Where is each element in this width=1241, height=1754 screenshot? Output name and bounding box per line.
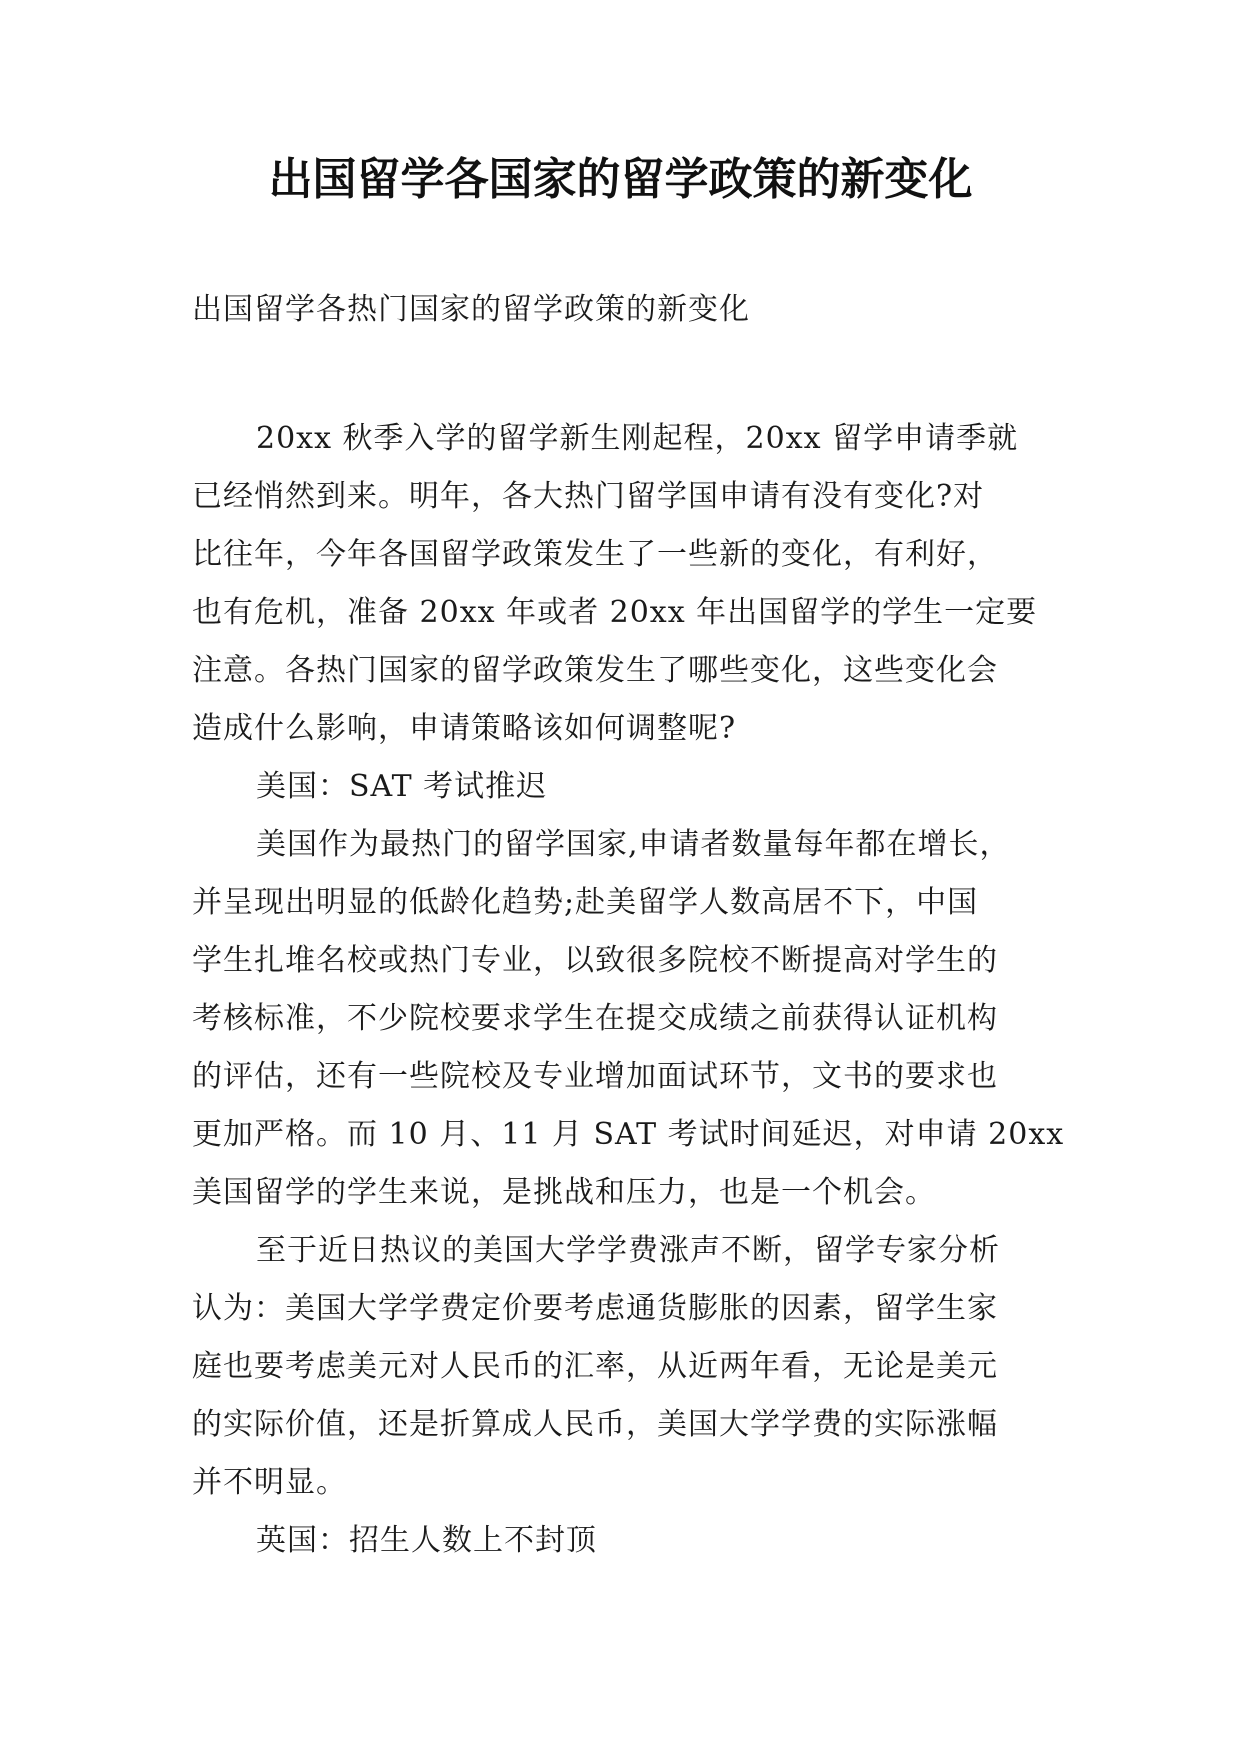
document-body — [192, 410, 1065, 1570]
paragraph-line: 造成什么影响，申请策略该如何调整呢? — [192, 711, 737, 746]
paragraph-line: 认为：美国大学学费定价要考虑通货膨胀的因素，留学生家 — [192, 1291, 998, 1326]
document-title: 出国留学各国家的留学政策的新变化 — [268, 154, 973, 205]
paragraph-line: 比往年，今年各国留学政策发生了一些新的变化，有利好， — [192, 537, 998, 572]
paragraph-line: 的评估，还有一些院校及专业增加面试环节，文书的要求也 — [192, 1059, 998, 1094]
paragraph-line: 美国作为最热门的留学国家,申请者数量每年都在增长， — [256, 827, 1011, 862]
paragraph-line: 并不明显。 — [192, 1465, 347, 1500]
paragraph-line: 更加严格。而 10 月、11 月 SAT 考试时间延迟，对申请 20xx — [192, 1117, 1065, 1152]
paragraph — [192, 410, 1054, 758]
paragraph-line: 美国：SAT 考试推迟 — [256, 769, 548, 804]
paragraph-line: 考核标准，不少院校要求学生在提交成绩之前获得认证机构 — [192, 1001, 998, 1036]
paragraph-line: 已经悄然到来。明年，各大热门留学国申请有没有变化?对 — [192, 479, 985, 514]
paragraph — [192, 816, 1065, 1222]
paragraph-line: 并呈现出明显的低龄化趋势;赴美留学人数高居不下，中国 — [192, 885, 979, 920]
paragraph-line: 20xx 秋季入学的留学新生刚起程，20xx 留学申请季就 — [256, 421, 1019, 456]
paragraph-line: 学生扎堆名校或热门专业，以致很多院校不断提高对学生的 — [192, 943, 998, 978]
paragraph — [192, 758, 1054, 816]
paragraph-line: 英国：招生人数上不封顶 — [256, 1523, 597, 1558]
paragraph-line: 注意。各热门国家的留学政策发生了哪些变化，这些变化会 — [192, 653, 998, 688]
paragraph — [192, 1222, 1054, 1512]
paragraph-line: 的实际价值，还是折算成人民币，美国大学学费的实际涨幅 — [192, 1407, 998, 1442]
paragraph-line: 也有危机，准备 20xx 年或者 20xx 年出国留学的学生一定要 — [192, 595, 1038, 630]
paragraph-line: 美国留学的学生来说，是挑战和压力，也是一个机会。 — [192, 1175, 936, 1210]
document-subtitle: 出国留学各热门国家的留学政策的新变化 — [192, 292, 750, 327]
paragraph-line: 至于近日热议的美国大学学费涨声不断，留学专家分析 — [256, 1233, 1000, 1268]
paragraph-line: 庭也要考虑美元对人民币的汇率，从近两年看，无论是美元 — [192, 1349, 998, 1384]
paragraph — [192, 1512, 1054, 1570]
